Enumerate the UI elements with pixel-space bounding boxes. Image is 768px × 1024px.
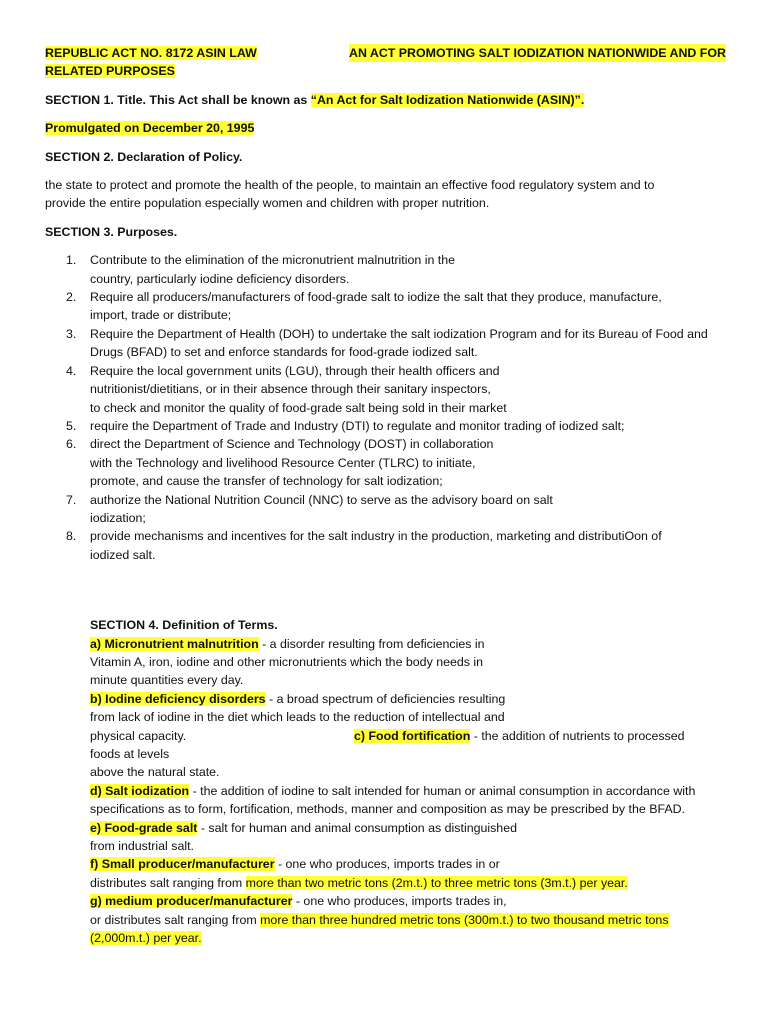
section-1-name: “An Act for Salt Iodization Nationwide (ASIN)”. (310, 92, 585, 107)
definition-f: f) Small producer/manufacturer - one who produces, imports trades in or distributes salt ranging from more than two metric tons (2m.t.) to three metric tons (3m.t.) per year. (90, 857, 628, 890)
list-item: 3. Require the Department of Health (DOH) to undertake the salt iodization Program and for its Bureau of Food and Drugs (BFAD) to set and enforce standards for food-grade iodized salt. (66, 326, 708, 360)
act-header (45, 44, 735, 81)
definition-a: a) Micronutrient malnutrition - a disorder resulting from deficiencies in Vitamin A, iron, iodine and other micronutrients which the body needs in minute quantities every day. (90, 636, 485, 688)
promulgation-date: Promulgated on December 20, 1995 (45, 121, 255, 136)
list-item: 6. direct the Department of Science and Technology (DOST) in collaboration with the Technology and livelihood Resource Center (TLRC) to initiate, promote, and cause the transfer of technology for salt iodization; (66, 437, 494, 489)
list-item: 4. Require the local government units (LGU), through their health officers and nutritionist/dietitians, or in their absence through their sanitary inspectors, to check and monitor the quality of food-grade salt being sold in their market (66, 363, 507, 415)
document-page (45, 44, 735, 947)
section-2-heading: SECTION 2. Declaration of Policy. (45, 149, 243, 164)
definition-d: d) Salt iodization - the addition of iodine to salt intended for human or animal consumption in accordance with specifications as to form, fortification, methods, manner and composition as may be prescribed by the BFAD. (90, 783, 696, 817)
list-item: 1. Contribute to the elimination of the micronutrient malnutrition in the country, particularly iodine deficiency disorders. (66, 253, 456, 286)
act-title-continued: RELATED PURPOSES (45, 64, 175, 79)
section-3-heading: SECTION 3. Purposes. (45, 224, 178, 239)
definition-b: b) Iodine deficiency disorders - a broad spectrum of deficiencies resulting from lack of iodine in the diet which leads to the reduction of intellectual and physical capacity. c) Food fortification - the addition of nutrients to processed foods at levels above the natural state. (90, 691, 685, 780)
act-title: AN ACT PROMOTING SALT IODIZATION NATIONWIDE AND FOR (349, 44, 726, 62)
definition-g: g) medium producer/manufacturer - one who produces, imports trades in, or distributes salt ranging from more than three hundred metric tons (300m.t.) to two thousand metric tons (2,000m.t.) per year. (90, 894, 669, 946)
section-4 (45, 616, 735, 947)
definition-e: e) Food-grade salt - salt for human and animal consumption as distinguished from industrial salt. (90, 820, 517, 854)
list-item: 5. require the Department of Trade and Industry (DTI) to regulate and monitor trading of iodized salt; (66, 418, 625, 433)
definition-c: c) Food fortification - the addition of nutrients to processed (354, 728, 685, 743)
section-4-heading: SECTION 4. Definition of Terms. (90, 618, 278, 633)
section-1-label: SECTION 1. Title. This Act shall be known as (45, 92, 311, 107)
purposes-list (45, 251, 735, 564)
section-1 (45, 91, 735, 109)
act-number: REPUBLIC ACT NO. 8172 ASIN LAW (45, 46, 257, 60)
section-2-body: the state to protect and promote the health of the people, to maintain an effective food regulatory system and to provide the entire population especially women and children with proper nutrition. (45, 178, 655, 211)
list-item: 8. provide mechanisms and incentives for the salt industry in the production, marketing and distributiOon of iodized salt. (66, 529, 662, 562)
list-item: 2. Require all producers/manufacturers of food-grade salt to iodize the salt that they produce, manufacture, import, trade or distribute; (66, 290, 662, 323)
list-item: 7. authorize the National Nutrition Council (NNC) to serve as the advisory board on salt iodization; (66, 492, 553, 525)
